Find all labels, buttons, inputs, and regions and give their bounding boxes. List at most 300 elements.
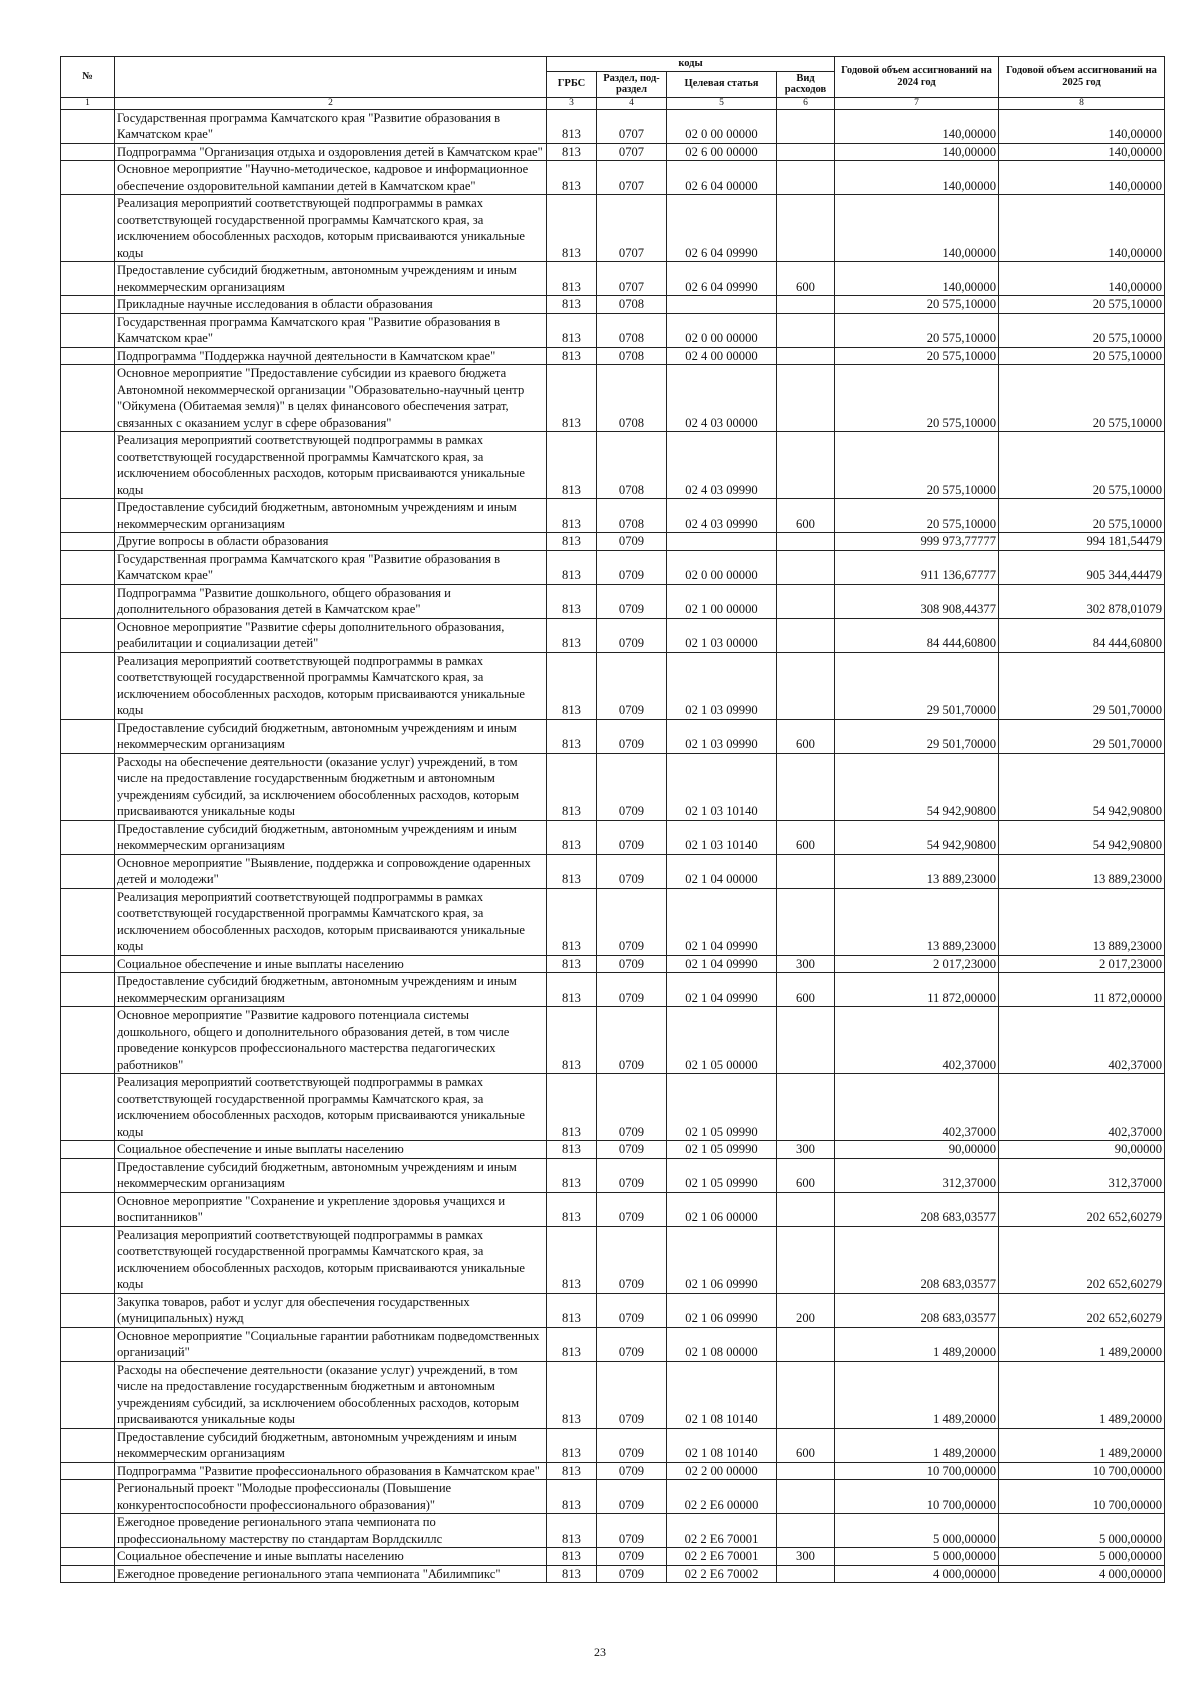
row-amount-2025: 11 872,00000 [999, 973, 1165, 1007]
row-target: 02 1 03 00000 [667, 618, 777, 652]
table-row [61, 195, 1165, 262]
row-grbs: 813 [547, 1428, 597, 1462]
row-number [61, 313, 115, 347]
row-section: 0708 [597, 432, 667, 499]
row-amount-2024: 13 889,23000 [835, 854, 999, 888]
row-name: Расходы на обеспечение деятельности (оказание услуг) учреждений, в том числе на предоставление государственным бюджетным и автономным учреждениям субсидий, за исключением обособленных расходов, которым присваиваются уникальные коды [115, 1361, 547, 1428]
column-number: 5 [667, 97, 777, 109]
row-expense [777, 347, 835, 365]
row-grbs: 813 [547, 1327, 597, 1361]
row-name: Реализация мероприятий соответствующей подпрограммы в рамках соответствующей государственной программы Камчатского края, за исключением обособленных расходов, которым присваиваются уникальные коды [115, 652, 547, 719]
row-expense [777, 432, 835, 499]
row-name: Государственная программа Камчатского края "Развитие образования в Камчатском крае" [115, 550, 547, 584]
row-section: 0709 [597, 652, 667, 719]
row-name: Основное мероприятие "Развитие сферы дополнительного образования, реабилитации и социализации детей" [115, 618, 547, 652]
row-name: Социальное обеспечение и иные выплаты населению [115, 1141, 547, 1159]
row-section: 0709 [597, 1074, 667, 1141]
table-row [61, 432, 1165, 499]
row-section: 0707 [597, 143, 667, 161]
table-row [61, 1361, 1165, 1428]
row-target: 02 2 00 00000 [667, 1462, 777, 1480]
row-amount-2025: 20 575,10000 [999, 432, 1165, 499]
row-amount-2024: 1 489,20000 [835, 1428, 999, 1462]
row-name: Реализация мероприятий соответствующей подпрограммы в рамках соответствующей государственной программы Камчатского края, за исключением обособленных расходов, которым присваиваются уникальные коды [115, 888, 547, 955]
row-amount-2024: 140,00000 [835, 262, 999, 296]
row-grbs: 813 [547, 955, 597, 973]
table-row [61, 1565, 1165, 1583]
row-amount-2024: 312,37000 [835, 1158, 999, 1192]
row-target: 02 1 00 00000 [667, 584, 777, 618]
row-name: Предоставление субсидий бюджетным, автономным учреждениям и иным некоммерческим организациям [115, 820, 547, 854]
row-section: 0709 [597, 888, 667, 955]
row-target: 02 1 08 10140 [667, 1361, 777, 1428]
row-amount-2024: 20 575,10000 [835, 347, 999, 365]
row-grbs: 813 [547, 1565, 597, 1583]
row-amount-2024: 54 942,90800 [835, 753, 999, 820]
row-name: Другие вопросы в области образования [115, 533, 547, 551]
row-expense: 600 [777, 499, 835, 533]
row-grbs: 813 [547, 753, 597, 820]
row-amount-2025: 140,00000 [999, 161, 1165, 195]
budget-sheet [60, 56, 1164, 1583]
table-row [61, 1226, 1165, 1293]
row-name: Основное мероприятие "Научно-методическое, кадровое и информационное обеспечение оздоровительной кампании детей в Камчатском крае" [115, 161, 547, 195]
row-amount-2025: 10 700,00000 [999, 1462, 1165, 1480]
row-grbs: 813 [547, 550, 597, 584]
row-number [61, 955, 115, 973]
page-number: 23 [594, 1645, 606, 1659]
row-grbs: 813 [547, 1514, 597, 1548]
row-section: 0707 [597, 262, 667, 296]
row-name: Подпрограмма "Развитие профессионального образования в Камчатском крае" [115, 1462, 547, 1480]
header-target: Целевая статья [667, 71, 777, 97]
row-target: 02 1 08 10140 [667, 1428, 777, 1462]
row-expense [777, 195, 835, 262]
table-row [61, 1192, 1165, 1226]
column-number: 1 [61, 97, 115, 109]
row-name: Прикладные научные исследования в области образования [115, 296, 547, 314]
row-expense [777, 1565, 835, 1583]
row-number [61, 753, 115, 820]
row-grbs: 813 [547, 1074, 597, 1141]
row-target: 02 6 00 00000 [667, 143, 777, 161]
row-number [61, 1514, 115, 1548]
row-amount-2025: 5 000,00000 [999, 1548, 1165, 1566]
row-grbs: 813 [547, 1462, 597, 1480]
row-amount-2024: 20 575,10000 [835, 296, 999, 314]
table-row [61, 365, 1165, 432]
row-target: 02 0 00 00000 [667, 109, 777, 143]
row-section: 0708 [597, 296, 667, 314]
row-section: 0707 [597, 195, 667, 262]
row-section: 0709 [597, 1007, 667, 1074]
row-number [61, 1074, 115, 1141]
table-row [61, 499, 1165, 533]
row-amount-2024: 1 489,20000 [835, 1327, 999, 1361]
row-section: 0709 [597, 533, 667, 551]
table-row [61, 109, 1165, 143]
row-target: 02 1 03 10140 [667, 753, 777, 820]
table-row [61, 973, 1165, 1007]
row-target: 02 1 04 09990 [667, 955, 777, 973]
row-grbs: 813 [547, 584, 597, 618]
row-amount-2024: 20 575,10000 [835, 432, 999, 499]
row-amount-2024: 90,00000 [835, 1141, 999, 1159]
row-section: 0709 [597, 1293, 667, 1327]
header-expense: Вид расходов [777, 71, 835, 97]
table-row [61, 1293, 1165, 1327]
table-row [61, 533, 1165, 551]
header-name [115, 57, 547, 98]
row-target: 02 1 05 00000 [667, 1007, 777, 1074]
row-name: Предоставление субсидий бюджетным, автономным учреждениям и иным некоммерческим организациям [115, 973, 547, 1007]
row-name: Государственная программа Камчатского края "Развитие образования в Камчатском крае" [115, 109, 547, 143]
row-target: 02 4 03 09990 [667, 432, 777, 499]
row-amount-2024: 402,37000 [835, 1074, 999, 1141]
row-amount-2024: 140,00000 [835, 143, 999, 161]
row-grbs: 813 [547, 195, 597, 262]
row-section: 0709 [597, 973, 667, 1007]
row-name: Социальное обеспечение и иные выплаты населению [115, 955, 547, 973]
table-row [61, 1548, 1165, 1566]
row-grbs: 813 [547, 1361, 597, 1428]
row-expense: 600 [777, 719, 835, 753]
row-grbs: 813 [547, 1141, 597, 1159]
row-section: 0707 [597, 109, 667, 143]
table-row [61, 888, 1165, 955]
row-section: 0709 [597, 1141, 667, 1159]
row-number [61, 533, 115, 551]
table-row [61, 1480, 1165, 1514]
row-target: 02 4 00 00000 [667, 347, 777, 365]
row-amount-2024: 54 942,90800 [835, 820, 999, 854]
table-row [61, 550, 1165, 584]
row-expense [777, 1462, 835, 1480]
row-expense [777, 296, 835, 314]
row-section: 0708 [597, 347, 667, 365]
table-row [61, 1141, 1165, 1159]
row-number [61, 719, 115, 753]
row-grbs: 813 [547, 854, 597, 888]
row-amount-2024: 2 017,23000 [835, 955, 999, 973]
row-amount-2025: 13 889,23000 [999, 888, 1165, 955]
table-row [61, 313, 1165, 347]
row-expense [777, 109, 835, 143]
row-grbs: 813 [547, 365, 597, 432]
row-grbs: 813 [547, 1226, 597, 1293]
row-expense [777, 1480, 835, 1514]
row-section: 0709 [597, 1480, 667, 1514]
row-grbs: 813 [547, 161, 597, 195]
row-amount-2025: 312,37000 [999, 1158, 1165, 1192]
row-name: Предоставление субсидий бюджетным, автономным учреждениям и иным некоммерческим организациям [115, 1428, 547, 1462]
row-section: 0709 [597, 550, 667, 584]
row-target: 02 0 00 00000 [667, 313, 777, 347]
table-row [61, 347, 1165, 365]
row-amount-2024: 208 683,03577 [835, 1293, 999, 1327]
row-amount-2024: 10 700,00000 [835, 1480, 999, 1514]
row-target: 02 2 E6 00000 [667, 1480, 777, 1514]
row-target: 02 4 03 00000 [667, 365, 777, 432]
row-expense: 600 [777, 820, 835, 854]
row-target: 02 1 04 09990 [667, 888, 777, 955]
row-name: Предоставление субсидий бюджетным, автономным учреждениям и иным некоммерческим организациям [115, 719, 547, 753]
row-amount-2025: 402,37000 [999, 1074, 1165, 1141]
row-expense: 200 [777, 1293, 835, 1327]
row-expense [777, 1192, 835, 1226]
row-grbs: 813 [547, 1293, 597, 1327]
row-grbs: 813 [547, 1548, 597, 1566]
row-name: Расходы на обеспечение деятельности (оказание услуг) учреждений, в том числе на предоставление государственным бюджетным и автономным учреждениям субсидий, за исключением обособленных расходов, которым присваиваются уникальные коды [115, 753, 547, 820]
row-expense [777, 1007, 835, 1074]
row-target: 02 1 04 09990 [667, 973, 777, 1007]
row-amount-2024: 20 575,10000 [835, 499, 999, 533]
row-number [61, 1192, 115, 1226]
row-amount-2025: 202 652,60279 [999, 1192, 1165, 1226]
row-expense [777, 161, 835, 195]
row-section: 0709 [597, 820, 667, 854]
row-grbs: 813 [547, 262, 597, 296]
row-amount-2024: 1 489,20000 [835, 1361, 999, 1428]
table-row [61, 1428, 1165, 1462]
row-section: 0709 [597, 618, 667, 652]
table-row [61, 618, 1165, 652]
row-target: 02 1 04 00000 [667, 854, 777, 888]
row-name: Основное мероприятие "Предоставление субсидии из краевого бюджета Автономной некоммерческой организации "Образовательно-научный центр "Ойкумена (Обитаемая земля)" в целях финансового обеспечения затрат, связанных с оказанием услуг в сфере образования" [115, 365, 547, 432]
row-grbs: 813 [547, 973, 597, 1007]
row-number [61, 365, 115, 432]
row-amount-2025: 202 652,60279 [999, 1226, 1165, 1293]
row-amount-2024: 29 501,70000 [835, 719, 999, 753]
row-name: Подпрограмма "Поддержка научной деятельности в Камчатском крае" [115, 347, 547, 365]
row-amount-2025: 905 344,44479 [999, 550, 1165, 584]
row-amount-2025: 994 181,54479 [999, 533, 1165, 551]
row-grbs: 813 [547, 719, 597, 753]
row-number [61, 1480, 115, 1514]
row-number [61, 1361, 115, 1428]
row-section: 0708 [597, 313, 667, 347]
row-number [61, 973, 115, 1007]
table-row [61, 820, 1165, 854]
row-amount-2024: 208 683,03577 [835, 1226, 999, 1293]
row-expense: 300 [777, 1141, 835, 1159]
row-name: Ежегодное проведение регионального этапа чемпионата "Абилимпикс" [115, 1565, 547, 1583]
row-expense [777, 533, 835, 551]
row-amount-2025: 1 489,20000 [999, 1361, 1165, 1428]
row-name: Реализация мероприятий соответствующей подпрограммы в рамках соответствующей государственной программы Камчатского края, за исключением обособленных расходов, которым присваиваются уникальные коды [115, 1226, 547, 1293]
row-number [61, 652, 115, 719]
row-target: 02 2 E6 70001 [667, 1514, 777, 1548]
row-target: 02 6 04 00000 [667, 161, 777, 195]
row-grbs: 813 [547, 1480, 597, 1514]
row-number [61, 1548, 115, 1566]
row-number [61, 1226, 115, 1293]
row-grbs: 813 [547, 1192, 597, 1226]
table-row [61, 1327, 1165, 1361]
row-section: 0709 [597, 1192, 667, 1226]
row-section: 0709 [597, 1565, 667, 1583]
row-amount-2025: 20 575,10000 [999, 313, 1165, 347]
row-number [61, 1565, 115, 1583]
row-amount-2024: 13 889,23000 [835, 888, 999, 955]
table-row [61, 955, 1165, 973]
row-expense: 600 [777, 1428, 835, 1462]
row-expense [777, 143, 835, 161]
row-number [61, 1327, 115, 1361]
table-row [61, 1074, 1165, 1141]
row-target: 02 1 05 09990 [667, 1074, 777, 1141]
row-expense [777, 584, 835, 618]
row-grbs: 813 [547, 499, 597, 533]
row-number [61, 347, 115, 365]
row-section: 0709 [597, 1158, 667, 1192]
row-target: 02 1 05 09990 [667, 1158, 777, 1192]
row-section: 0709 [597, 1428, 667, 1462]
row-amount-2025: 140,00000 [999, 143, 1165, 161]
table-row [61, 143, 1165, 161]
row-name: Предоставление субсидий бюджетным, автономным учреждениям и иным некоммерческим организациям [115, 499, 547, 533]
row-expense [777, 888, 835, 955]
column-number: 3 [547, 97, 597, 109]
header-2024: Годовой объем ассигнований на 2024 год [835, 57, 999, 98]
row-amount-2025: 302 878,01079 [999, 584, 1165, 618]
row-number [61, 143, 115, 161]
row-name: Реализация мероприятий соответствующей подпрограммы в рамках соответствующей государственной программы Камчатского края, за исключением обособленных расходов, которым присваиваются уникальные коды [115, 195, 547, 262]
row-amount-2024: 5 000,00000 [835, 1514, 999, 1548]
row-amount-2024: 999 973,77777 [835, 533, 999, 551]
row-target: 02 1 03 09990 [667, 719, 777, 753]
table-row [61, 262, 1165, 296]
row-name: Основное мероприятие "Выявление, поддержка и сопровождение одаренных детей и молодежи" [115, 854, 547, 888]
column-number: 4 [597, 97, 667, 109]
row-amount-2025: 20 575,10000 [999, 347, 1165, 365]
row-name: Ежегодное проведение регионального этапа чемпионата по профессиональному мастерству по стандартам Ворлдскиллс [115, 1514, 547, 1548]
row-expense [777, 1327, 835, 1361]
row-number [61, 262, 115, 296]
row-target: 02 1 06 09990 [667, 1226, 777, 1293]
row-amount-2024: 140,00000 [835, 109, 999, 143]
row-name: Государственная программа Камчатского края "Развитие образования в Камчатском крае" [115, 313, 547, 347]
row-amount-2024: 402,37000 [835, 1007, 999, 1074]
row-amount-2025: 1 489,20000 [999, 1428, 1165, 1462]
row-section: 0709 [597, 719, 667, 753]
row-number [61, 550, 115, 584]
header-grbs: ГРБС [547, 71, 597, 97]
row-amount-2025: 20 575,10000 [999, 365, 1165, 432]
row-target: 02 1 08 00000 [667, 1327, 777, 1361]
row-section: 0708 [597, 499, 667, 533]
column-number: 8 [999, 97, 1165, 109]
row-expense [777, 313, 835, 347]
table-header [61, 57, 1165, 110]
row-section: 0709 [597, 1514, 667, 1548]
row-name: Реализация мероприятий соответствующей подпрограммы в рамках соответствующей государственной программы Камчатского края, за исключением обособленных расходов, которым присваиваются уникальные коды [115, 1074, 547, 1141]
row-expense [777, 618, 835, 652]
row-grbs: 813 [547, 347, 597, 365]
row-amount-2025: 5 000,00000 [999, 1514, 1165, 1548]
row-amount-2025: 90,00000 [999, 1141, 1165, 1159]
row-grbs: 813 [547, 618, 597, 652]
row-name: Основное мероприятие "Социальные гарантии работникам подведомственных организаций" [115, 1327, 547, 1361]
header-section: Раздел, под-раздел [597, 71, 667, 97]
row-number [61, 1158, 115, 1192]
table-row [61, 1007, 1165, 1074]
row-amount-2025: 140,00000 [999, 195, 1165, 262]
row-section: 0709 [597, 1462, 667, 1480]
row-section: 0709 [597, 1327, 667, 1361]
row-target: 02 4 03 09990 [667, 499, 777, 533]
row-amount-2024: 5 000,00000 [835, 1548, 999, 1566]
column-number: 7 [835, 97, 999, 109]
row-number [61, 618, 115, 652]
row-section: 0708 [597, 365, 667, 432]
table-body [61, 109, 1165, 1583]
row-amount-2024: 4 000,00000 [835, 1565, 999, 1583]
row-target: 02 1 05 09990 [667, 1141, 777, 1159]
row-amount-2025: 84 444,60800 [999, 618, 1165, 652]
row-target: 02 1 06 00000 [667, 1192, 777, 1226]
row-amount-2024: 11 872,00000 [835, 973, 999, 1007]
row-amount-2024: 140,00000 [835, 195, 999, 262]
row-amount-2025: 1 489,20000 [999, 1327, 1165, 1361]
header-number: № [61, 57, 115, 98]
row-grbs: 813 [547, 888, 597, 955]
row-number [61, 109, 115, 143]
row-amount-2024: 140,00000 [835, 161, 999, 195]
row-expense [777, 652, 835, 719]
row-amount-2025: 54 942,90800 [999, 753, 1165, 820]
row-expense [777, 1074, 835, 1141]
row-amount-2025: 202 652,60279 [999, 1293, 1165, 1327]
row-number [61, 432, 115, 499]
row-amount-2025: 29 501,70000 [999, 719, 1165, 753]
row-grbs: 813 [547, 143, 597, 161]
row-number [61, 1462, 115, 1480]
row-amount-2025: 13 889,23000 [999, 854, 1165, 888]
row-name: Предоставление субсидий бюджетным, автономным учреждениям и иным некоммерческим организациям [115, 262, 547, 296]
row-expense [777, 550, 835, 584]
table-row [61, 854, 1165, 888]
row-expense [777, 1226, 835, 1293]
table-row [61, 1158, 1165, 1192]
row-amount-2025: 2 017,23000 [999, 955, 1165, 973]
row-expense: 300 [777, 955, 835, 973]
table-row [61, 652, 1165, 719]
row-number [61, 584, 115, 618]
row-amount-2025: 20 575,10000 [999, 499, 1165, 533]
row-target: 02 2 E6 70001 [667, 1548, 777, 1566]
header-2025: Годовой объем ассигнований на 2025 год [999, 57, 1165, 98]
row-number [61, 854, 115, 888]
table-row [61, 1462, 1165, 1480]
row-target: 02 6 04 09990 [667, 195, 777, 262]
row-name: Социальное обеспечение и иные выплаты населению [115, 1548, 547, 1566]
row-target: 02 2 E6 70002 [667, 1565, 777, 1583]
row-amount-2024: 308 908,44377 [835, 584, 999, 618]
row-grbs: 813 [547, 1007, 597, 1074]
row-expense: 600 [777, 262, 835, 296]
row-name: Закупка товаров, работ и услуг для обеспечения государственных (муниципальных) нужд [115, 1293, 547, 1327]
row-section: 0709 [597, 955, 667, 973]
row-section: 0707 [597, 161, 667, 195]
row-number [61, 161, 115, 195]
row-expense: 600 [777, 1158, 835, 1192]
row-name: Основное мероприятие "Сохранение и укрепление здоровья учащихся и воспитанников" [115, 1192, 547, 1226]
row-section: 0709 [597, 753, 667, 820]
row-expense [777, 753, 835, 820]
row-amount-2024: 911 136,67777 [835, 550, 999, 584]
row-amount-2025: 402,37000 [999, 1007, 1165, 1074]
